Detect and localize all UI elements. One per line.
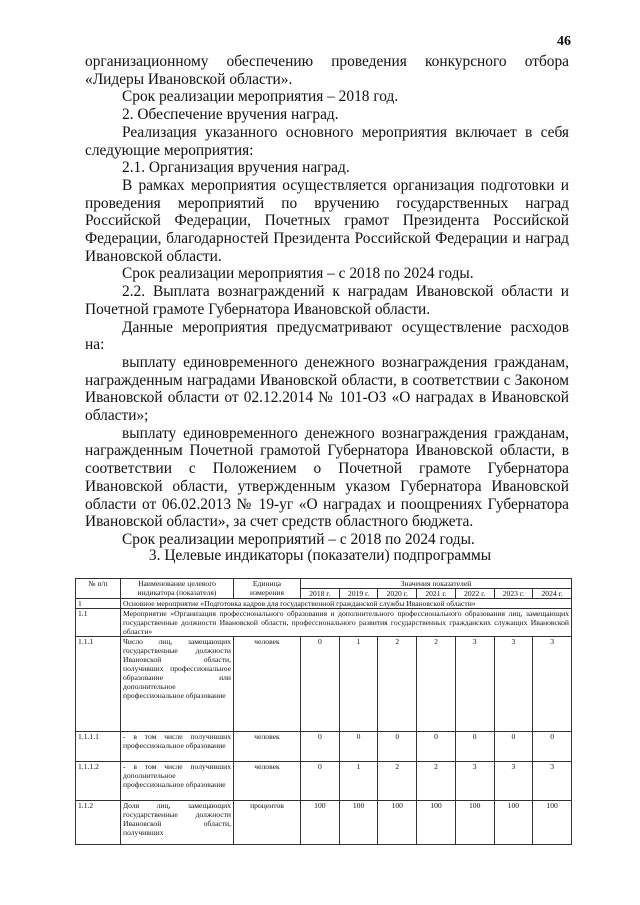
indicator-value: 0 [339,732,378,762]
table-row [76,762,572,801]
row-num: 1.1.2 [76,801,121,845]
paragraph: Срок реализации мероприятия – 2018 год. [122,88,399,106]
indicator-value: 100 [455,801,494,845]
indicator-value: 2 [378,637,417,732]
header-year: 2021 г. [417,589,456,599]
row-num: 1.1.1.2 [76,762,121,801]
indicator-value: 2 [417,762,456,801]
paragraph: Срок реализации мероприятия – с 2018 по 2024 годы. [122,265,474,283]
page-number: 46 [557,34,571,49]
table-row [76,801,572,845]
unit: процентов [234,801,301,845]
indicator-value: 100 [533,801,572,845]
paragraph: Данные мероприятия предусматривают осуществление расходов на: [85,318,569,354]
paragraph: выплату единовременного денежного вознаграждения гражданам, награжденным наградами Ивановской области, в соответствии с Законом Ивановской области от 02.12.2014 № 101-ОЗ «О наградах в Ивановской области»; [85,353,569,425]
indicator-value: 0 [378,732,417,762]
indicator-value: 0 [455,732,494,762]
indicator-value: 2 [417,637,456,732]
row-span-text: Мероприятие «Организация профессионального образования и дополнительного профессионального образования лиц, замещающих государственные должности Ивановской области, профессионального развития государственных гражданских служащих Ивановской области» [121,609,572,637]
indicator-value: 3 [533,637,572,732]
row-num: 1 [76,599,121,609]
indicator-value: 0 [494,732,533,762]
row-num: 1.1.1 [76,637,121,732]
paragraph: Реализация указанного основного мероприятия включает в себя следующие мероприятия: [85,123,569,159]
unit: человек [234,762,301,801]
indicator-value: 100 [378,801,417,845]
header-year: 2018 г. [301,589,340,599]
paragraph: 2. Обеспечение вручения наград. [122,106,339,124]
header-year: 2019 г. [339,589,378,599]
indicator-value: 3 [455,637,494,732]
body-text [85,53,569,549]
header-year: 2022 г. [455,589,494,599]
paragraph: 2.1. Организация вручения наград. [122,159,350,177]
paragraph: 2.2. Выплата вознаграждений к наградам Ивановской области и Почетной грамоте Губернатора Ивановской области. [85,283,569,318]
indicator-name: - в том числе получивших профессиональное образование [121,732,234,762]
header-year: 2024 г. [533,589,572,599]
table-row [76,609,572,637]
table-row [76,637,572,732]
row-num: 1.1 [76,609,121,637]
header-values: Значения показателей [301,579,572,589]
indicator-value: 1 [339,762,378,801]
indicator-value: 100 [417,801,456,845]
indicators-table [75,578,572,845]
header-year: 2023 г. [494,589,533,599]
header-year: 2020 г. [378,589,417,599]
header-unit: Единица измерения [234,579,301,599]
indicator-value: 3 [494,762,533,801]
indicator-value: 0 [533,732,572,762]
indicator-value: 0 [301,762,340,801]
section-heading: 3. Целевые индикаторы (показатели) подпрограммы [148,547,492,564]
unit: человек [234,732,301,762]
indicator-value: 0 [301,732,340,762]
indicator-value: 3 [455,762,494,801]
header-name: Наименование целевого индикатора (показателя) [121,579,234,599]
table-row [76,599,572,609]
header-num: № п/п [76,579,121,599]
unit: человек [234,637,301,732]
indicator-name: - в том числе получивших дополнительное профессиональное образование [121,762,234,801]
paragraph: Срок реализации мероприятий – с 2018 по 2024 годы. [122,530,475,548]
indicator-value: 100 [494,801,533,845]
indicator-value: 100 [301,801,340,845]
row-span-text: Основное мероприятие «Подготовка кадров для государственной гражданской службы Ивановской области» [121,599,572,609]
row-num: 1.1.1.1 [76,732,121,762]
indicator-value: 3 [533,762,572,801]
indicator-value: 1 [339,637,378,732]
indicator-value: 3 [494,637,533,732]
paragraph: В рамках мероприятия осуществляется организация подготовки и проведения мероприятий по вручению государственных наград Российской Федерации, Почетных грамот Президента Российской Федерации, благодарностей Президента Российской Федерации и наград Ивановской области. [85,176,569,265]
paragraph: выплату единовременного денежного вознаграждения гражданам, награжденным Почетной грамотой Губернатора Ивановской области, в соответствии с Положением о Почетной грамоте Губернатора Ивановской области, утвержденным указом Губернатора Ивановской области от 06.02.2013 № 19-уг «О наградах и поощрениях Губернатора Ивановской области», за счет средств областного бюджета. [85,424,569,531]
indicator-value: 2 [378,762,417,801]
indicator-value: 0 [417,732,456,762]
indicator-value: 0 [301,637,340,732]
indicator-name: Число лиц, замещающих государственные должности Ивановской области, получивших профессиональное образование или дополнительное профессиональное образование [121,637,234,732]
paragraph: организационному обеспечению проведения конкурсного отбора «Лидеры Ивановской области». [85,53,569,88]
indicator-value: 100 [339,801,378,845]
indicator-name: Доля лиц, замещающих государственные должности Ивановской области, получивших [121,801,234,845]
table-row [76,732,572,762]
